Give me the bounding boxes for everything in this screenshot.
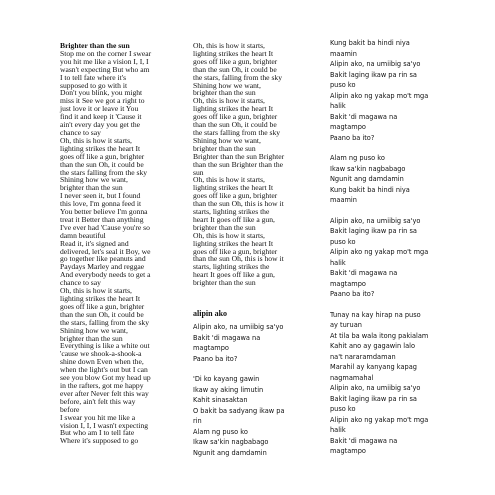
lyric-line: And everybody needs to get a — [60, 270, 151, 280]
lyric-line: I to tell fate where it's — [60, 72, 127, 82]
lyric-line: Alam ng puso ko — [193, 427, 248, 436]
lyric-line: Kahit ano ay gagawin lalo — [330, 342, 416, 350]
lyric-line: maamin — [330, 49, 357, 58]
lyric-line: than the sun Oh, it could be — [60, 159, 144, 169]
lyric-line: than the sun Oh, it could be — [60, 309, 144, 319]
lyric-line: Ikaw ay aking limutin — [193, 385, 264, 394]
lyric-line: ay turuan — [330, 321, 362, 329]
lyric-line: I swear you hit me like a — [60, 412, 136, 422]
lyric-line: than the sun Brighter than the — [193, 159, 284, 169]
lyric-line: Bakit 'di magawa na — [330, 112, 398, 121]
lyric-line: Shining how we want, — [60, 325, 128, 335]
lyric-line: Alipin ako ng yakap mo't mga — [330, 248, 429, 256]
lyric-line: Kahit sinasaktan — [193, 396, 248, 405]
lyric-line: Ngunit ang damdamin — [193, 448, 267, 457]
lyric-line: puso ko — [330, 81, 356, 89]
lyric-line: heart It goes off like a gun, — [193, 214, 275, 224]
lyric-line: rin — [193, 417, 202, 426]
lyric-line: magtampo — [193, 344, 229, 353]
lyric-line: Bakit laging ikaw pa rin sa — [330, 394, 417, 403]
lyric-line: lighting strikes the heart It — [193, 183, 274, 193]
lyric-line: 'Di ko kayang gawin — [193, 375, 260, 384]
lyric-line: heart It goes off like a gun, — [193, 270, 275, 280]
lyric-line: miss it See we got a right to — [60, 96, 145, 106]
lyric-line: Bakit 'di magawa na — [330, 269, 398, 277]
lyric-line: brighter than the sun — [60, 183, 123, 193]
lyric-line: Oh, this is how it starts, — [193, 175, 265, 185]
lyric-line: lighting strikes the heart It — [193, 238, 274, 248]
lyric-line: goes off like a gun, brighter — [60, 151, 145, 161]
lyric-line: before — [60, 404, 80, 414]
lyric-line: I never seen it, but I found — [60, 191, 141, 201]
lyric-line: But who am I to tell fate — [60, 428, 135, 438]
lyric-line: Alam ng puso ko — [330, 154, 385, 162]
lyric-line: goes off like a gun, brighter — [193, 246, 278, 256]
lyrics-block-song2-col3-part1 — [330, 38, 442, 143]
lyric-line: than the sun Oh, it could be — [193, 120, 277, 130]
lyric-line: shine down Even when the, — [60, 357, 144, 367]
lyric-line: the stars falling from the sky — [193, 127, 281, 137]
lyric-line: Alipin ako ng yakap mo't mga — [330, 91, 429, 100]
lyric-line: Bakit 'di magawa na — [330, 436, 398, 445]
lyrics-block-song2-col3-part2 — [330, 153, 442, 206]
lyric-line: magtampo — [330, 279, 366, 288]
lyric-line: brighter than the sun — [193, 278, 256, 288]
lyric-line: Paydays Marley and reggae — [60, 262, 145, 272]
column-right — [330, 38, 442, 457]
lyric-line: Kung bakit ba hindi niya — [330, 39, 410, 47]
lyric-line: than the sun Oh, this is how it — [193, 254, 284, 264]
lyric-line: starts, lighting strikes the — [193, 207, 270, 217]
lyric-line: brighter than the sun — [193, 143, 256, 153]
lyric-line: brighter than the sun — [193, 88, 256, 98]
lyric-line: halik — [330, 102, 346, 110]
lyric-line: goes off like a gun, brighter — [193, 112, 278, 122]
lyric-line: Alipin ako, na umiibig sa'yo — [330, 216, 421, 225]
lyric-line: Ikaw sa'kin nagbabago — [330, 164, 406, 173]
column-left — [60, 42, 178, 445]
lyric-line: goes off like a gun, brighter — [193, 191, 278, 201]
lyric-line: ever after Never felt this way — [60, 388, 149, 398]
lyric-line: chance to say — [60, 278, 101, 288]
lyric-line: Tunay na kay hirap na puso — [330, 310, 421, 319]
lyric-line: na't nararamdaman — [330, 352, 396, 361]
lyric-line: find it and keep it 'Cause it — [60, 112, 142, 122]
lyric-line: halik — [330, 258, 346, 267]
lyric-line: 'cause we shook-a-shook-a — [60, 349, 142, 359]
lyric-line — [193, 364, 316, 374]
lyric-line: puso ko — [330, 237, 356, 246]
lyric-line: lighting strikes the heart It — [193, 104, 274, 114]
lyric-line: Oh, this is how it starts, — [193, 41, 265, 50]
lyric-line: Shining how we want, — [193, 135, 261, 145]
lyric-line: chance to say — [60, 127, 101, 137]
lyric-line: lighting strikes the heart It — [193, 48, 274, 58]
lyric-line: vision I, I, I wasn't expecting — [60, 420, 149, 430]
lyric-line: starts, lighting strikes the — [193, 262, 270, 272]
lyric-line: in the rafters, got me happy — [60, 380, 144, 390]
lyrics-block-song1-col1 — [60, 50, 178, 445]
lyric-line: O bakit ba sadyang ikaw pa — [193, 406, 285, 415]
lyric-line: Oh, this is how it starts, — [193, 230, 265, 240]
lyric-line: just love it or leave it You — [60, 104, 139, 114]
lyric-line: the stars falling from the sky — [60, 167, 148, 177]
lyric-line: the stars, falling from the sky — [60, 317, 149, 327]
lyric-line: goes off like a gun, brighter — [193, 56, 278, 66]
lyric-line: ain't every day you get the — [60, 120, 141, 130]
lyric-line: delivered, let's seal it Boy, we — [60, 246, 151, 256]
lyric-line: go together like peanuts and — [60, 254, 146, 264]
lyric-line: Brighter than the sun Brighter — [193, 151, 285, 161]
lyric-line: Paano ba ito? — [193, 354, 238, 363]
lyric-line: sun — [193, 167, 204, 177]
lyric-line: Bakit 'di magawa na — [193, 333, 261, 342]
lyric-line: supposed to go with it — [60, 80, 128, 90]
lyric-line: than the sun Oh, this is how it — [193, 199, 284, 209]
lyric-line: puso ko — [330, 405, 356, 413]
lyric-line: Kung bakit ba hindi niya — [330, 185, 410, 194]
lyric-line: Paano ba ito? — [330, 290, 375, 298]
lyric-line: halik — [330, 426, 346, 434]
lyric-line: Ngunit ang damdamin — [330, 175, 404, 183]
lyric-line: I've ever had 'Cause you're so — [60, 222, 150, 232]
lyric-line: than the sun Oh, it could be — [193, 64, 277, 74]
lyric-line: Oh, this is how it starts, — [193, 96, 265, 106]
lyric-line: Everything is like a white out — [60, 341, 150, 351]
song-title-brighter-than-the-sun: Brighter than the sun — [60, 41, 130, 50]
lyric-line: the stars, falling from the sky — [193, 72, 282, 82]
lyric-line: Marahil ay kanyang kapag — [330, 363, 417, 371]
column-middle — [193, 42, 316, 458]
lyric-line: lighting strikes the heart It — [60, 294, 141, 303]
lyrics-block-song2-col3-part3 — [330, 216, 442, 300]
lyric-line: see you blow Got my head up — [60, 373, 151, 383]
lyric-line: maamin — [330, 196, 357, 204]
lyric-line: Ikaw sa'kin nagbabago — [193, 438, 269, 447]
lyric-line: when the light's out but I can — [60, 365, 148, 375]
lyric-line: Don't you blink, you might — [60, 88, 143, 98]
lyric-line: nagmamahal — [330, 373, 374, 382]
lyric-line: Shining how we want, — [60, 175, 128, 185]
lyric-line: brighter than the sun — [60, 333, 123, 343]
lyric-line: Oh, this is how it starts, — [60, 135, 132, 145]
lyric-line: At tila ba wala itong pakialam — [330, 331, 429, 340]
lyric-line: Alipin ako, na umiibig sa'yo — [330, 384, 421, 392]
lyric-line: Bakit laging ikaw pa rin sa — [330, 70, 417, 79]
lyric-line: before, ain't felt this way — [60, 396, 136, 406]
lyric-line: wasn't expecting But who am — [60, 64, 150, 74]
lyric-line: Oh, this is how it starts, — [60, 286, 132, 296]
song-title-alipin-ako: alipin ako — [193, 309, 228, 319]
lyric-line: Read it, it's signed and — [60, 238, 129, 248]
lyric-line: Where it's supposed to go — [60, 436, 139, 446]
lyric-line: treat it Better than anything — [60, 214, 144, 224]
lyric-line: Bakit laging ikaw pa rin sa — [330, 227, 417, 235]
lyric-line: Stop me on the corner I swear — [60, 48, 152, 58]
lyric-line: magtampo — [330, 123, 366, 131]
lyric-line: magtampo — [330, 447, 366, 455]
lyric-line: you hit me like a vision I, I, I — [60, 56, 149, 66]
lyrics-block-song1-col2 — [193, 42, 316, 287]
lyric-line: Alipin ako, na umiibig sa'yo — [330, 60, 421, 68]
lyric-line: Shining how we want, — [193, 80, 261, 90]
lyric-line: damn beautiful — [60, 230, 106, 240]
lyric-line: this love, I'm gonna feed it — [60, 199, 142, 209]
lyric-line: brighter than the sun — [193, 222, 256, 232]
lyric-line: lighting strikes the heart It — [60, 143, 141, 153]
lyric-line: Alipin ako ng yakap mo't mga — [330, 415, 429, 424]
lyric-line: Paano ba ito? — [330, 133, 375, 142]
lyric-line: goes off like a gun, brighter — [60, 301, 145, 311]
lyric-line: You better believe I'm gonna — [60, 207, 148, 217]
lyrics-block-song2-col2 — [193, 322, 316, 458]
lyrics-block-song2-col3-part4 — [330, 310, 442, 457]
lyric-line: Alipin ako, na umiibig sa'yo — [193, 323, 284, 332]
